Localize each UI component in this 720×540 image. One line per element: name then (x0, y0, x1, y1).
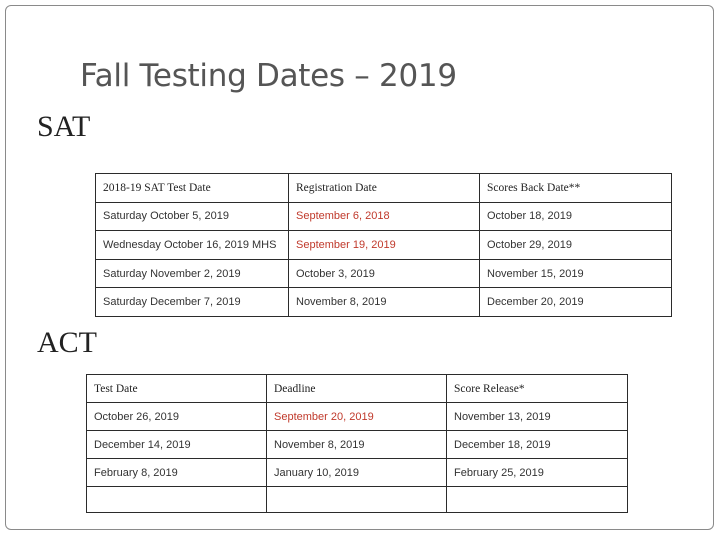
test-date-cell: October 26, 2019 (87, 403, 267, 431)
test-date-cell: February 8, 2019 (87, 459, 267, 487)
empty-table-row (87, 487, 628, 513)
empty-cell (267, 487, 447, 513)
test-date-cell: Saturday October 5, 2019 (96, 202, 289, 231)
act-dates-table (86, 374, 628, 513)
registration-date-cell: October 3, 2019 (289, 259, 480, 288)
scores-back-date-cell: November 15, 2019 (480, 259, 672, 288)
scores-back-date-cell: October 18, 2019 (480, 202, 672, 231)
table-row (96, 231, 672, 260)
registration-date-cell: September 19, 2019 (289, 231, 480, 260)
page-title: Fall Testing Dates – 2019 (80, 58, 457, 94)
column-header-registration-date: Registration Date (289, 174, 480, 203)
score-release-cell: November 13, 2019 (447, 403, 628, 431)
column-header-test-date: Test Date (87, 375, 267, 403)
table-header-row (87, 375, 628, 403)
score-release-cell: December 18, 2019 (447, 431, 628, 459)
score-release-cell: February 25, 2019 (447, 459, 628, 487)
registration-date-cell: September 6, 2018 (289, 202, 480, 231)
test-date-cell: Saturday December 7, 2019 (96, 288, 289, 317)
table-row (87, 403, 628, 431)
table-row (96, 259, 672, 288)
registration-date-cell: November 8, 2019 (289, 288, 480, 317)
table-row (96, 202, 672, 231)
column-header-score-release: Score Release* (447, 375, 628, 403)
column-header-scores-back-date: Scores Back Date** (480, 174, 672, 203)
deadline-cell: January 10, 2019 (267, 459, 447, 487)
empty-cell (447, 487, 628, 513)
scores-back-date-cell: December 20, 2019 (480, 288, 672, 317)
test-date-cell: Wednesday October 16, 2019 MHS (96, 231, 289, 260)
deadline-cell: November 8, 2019 (267, 431, 447, 459)
sat-heading: SAT (37, 110, 91, 143)
slide (5, 5, 714, 530)
test-date-cell: Saturday November 2, 2019 (96, 259, 289, 288)
table-row (87, 459, 628, 487)
table-row (87, 431, 628, 459)
column-header-test-date: 2018-19 SAT Test Date (96, 174, 289, 203)
sat-dates-table (95, 173, 672, 317)
scores-back-date-cell: October 29, 2019 (480, 231, 672, 260)
table-row (96, 288, 672, 317)
empty-cell (87, 487, 267, 513)
table-header-row (96, 174, 672, 203)
test-date-cell: December 14, 2019 (87, 431, 267, 459)
act-heading: ACT (37, 326, 97, 359)
column-header-deadline: Deadline (267, 375, 447, 403)
deadline-cell: September 20, 2019 (267, 403, 447, 431)
